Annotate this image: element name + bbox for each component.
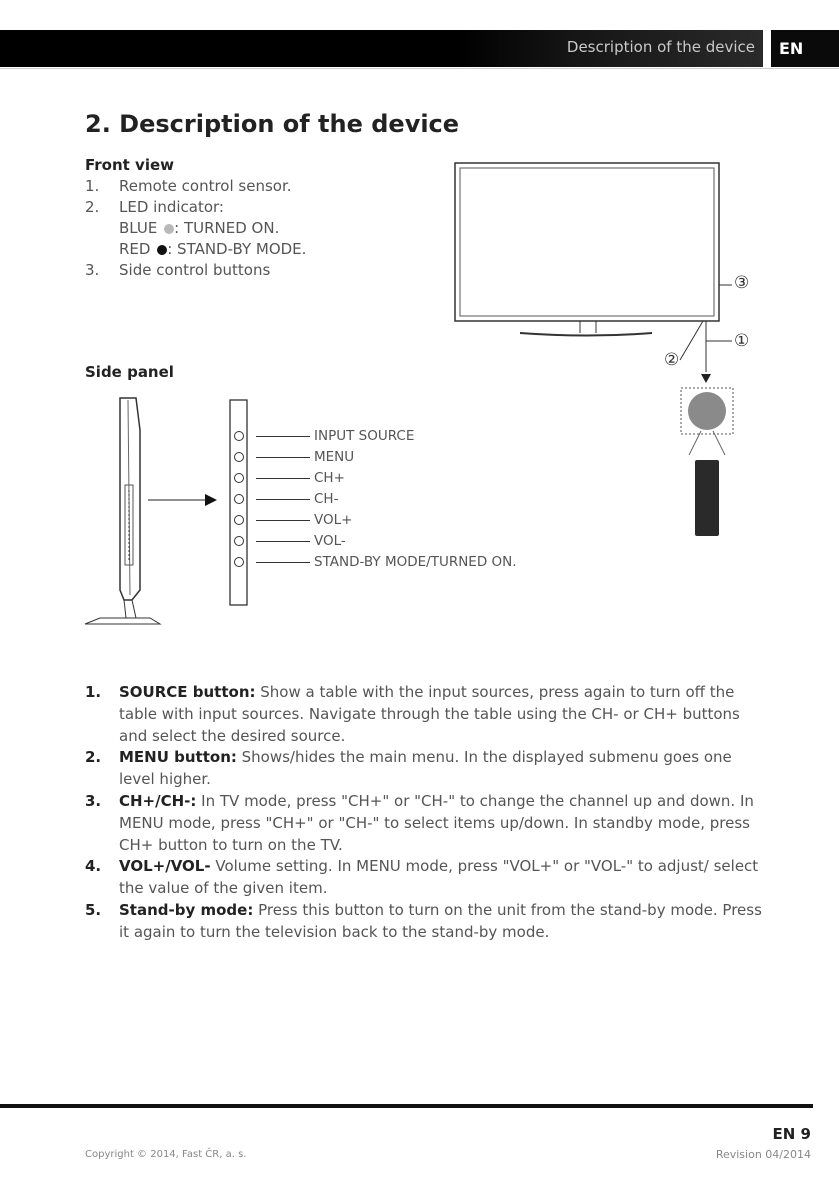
- callout-2: ②: [664, 350, 680, 370]
- list-item: 3. CH+/CH-: In TV mode, press "CH+" or "CH-" to change the channel up and down. In MENU mode, press "CH+" or "CH-" to select items up/down. In standby mode, press CH+ button to turn on the TV.: [85, 791, 754, 854]
- label-menu: MENU: [314, 449, 355, 465]
- side-button-standby[interactable]: [234, 557, 244, 567]
- list-item: 1. Remote control sensor.: [85, 177, 292, 195]
- revision: Revision 04/2014: [715, 1148, 811, 1161]
- header-divider: [0, 68, 839, 69]
- list-item: 3. Side control buttons: [85, 261, 271, 279]
- tv-side-illustration: [80, 390, 330, 630]
- side-button-vol-plus[interactable]: [234, 515, 244, 525]
- label-vol-minus: VOL-: [314, 533, 346, 549]
- language-badge: EN: [771, 30, 839, 67]
- leader-line: [256, 436, 310, 437]
- list-item: 2. LED indicator:: [85, 198, 224, 216]
- blue-led-dot: [164, 224, 174, 234]
- leader-line: [256, 457, 310, 458]
- front-view-list: [85, 176, 425, 281]
- side-panel-heading: Side panel: [85, 363, 174, 381]
- list-item: 4. VOL+/VOL- Volume setting. In MENU mode, press "VOL+" or "VOL-" to adjust/ select the value of the given item.: [85, 857, 759, 898]
- leader-line: [256, 499, 310, 500]
- button-descriptions: [85, 682, 765, 944]
- side-button-ch-plus[interactable]: [234, 473, 244, 483]
- red-led-dot: [157, 245, 167, 255]
- leader-line: [256, 562, 310, 563]
- list-item: 1. SOURCE button: Show a table with the input sources, press again to turn off the table with input sources. Navigate through the table using the CH- or CH+ buttons and select the desired source.: [85, 683, 740, 745]
- list-item: BLUE : TURNED ON.: [119, 219, 280, 237]
- list-item: 2. MENU button: Shows/hides the main menu. In the displayed submenu goes one level higher.: [85, 748, 732, 789]
- label-standby: STAND-BY MODE/TURNED ON.: [314, 554, 517, 570]
- label-vol-plus: VOL+: [314, 512, 353, 528]
- callout-3: ③: [734, 273, 750, 293]
- tv-front-illustration: [440, 150, 770, 550]
- label-ch-minus: CH-: [314, 491, 339, 507]
- list-item: 5. Stand-by mode: Press this button to turn on the unit from the stand-by mode. Press it again to turn the television back to the stand-by mode.: [85, 900, 762, 941]
- label-ch-plus: CH+: [314, 470, 345, 486]
- header-section-title: Description of the device: [566, 38, 755, 56]
- page-number: EN 9: [772, 1125, 811, 1143]
- page-title: 2. Description of the device: [85, 110, 460, 138]
- leader-line: [256, 520, 310, 521]
- front-view-heading: Front view: [85, 156, 175, 174]
- leader-line: [256, 541, 310, 542]
- label-input-source: INPUT SOURCE: [314, 428, 415, 444]
- side-button-ch-minus[interactable]: [234, 494, 244, 504]
- side-button-menu[interactable]: [234, 452, 244, 462]
- copyright: Copyright © 2014, Fast ČR, a. s.: [85, 1149, 247, 1160]
- callout-1: ①: [734, 331, 750, 351]
- side-button-vol-minus[interactable]: [234, 536, 244, 546]
- list-item: RED : STAND-BY MODE.: [119, 240, 307, 258]
- side-button-input-source[interactable]: [234, 431, 244, 441]
- footer-divider: [0, 1104, 813, 1108]
- leader-line: [256, 478, 310, 479]
